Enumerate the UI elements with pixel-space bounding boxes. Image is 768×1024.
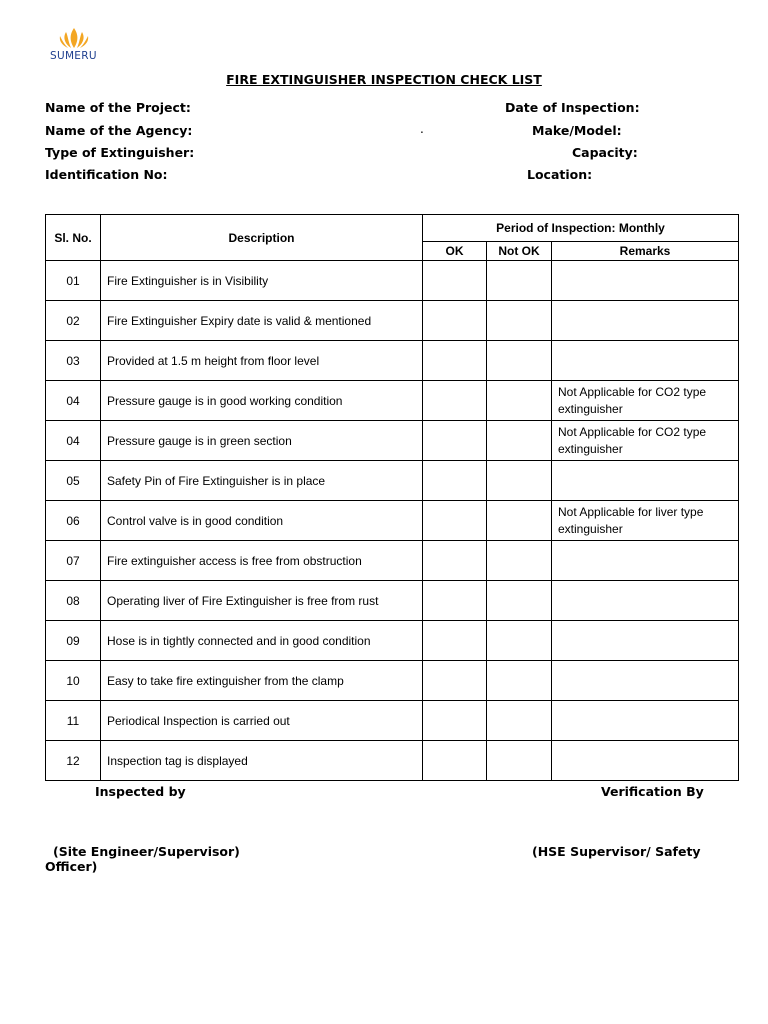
inspected-by-label: Inspected by <box>95 784 186 799</box>
inspector-role: (Site Engineer/Supervisor) <box>53 844 240 859</box>
row-ok-cell[interactable] <box>423 741 487 781</box>
row-ok-cell[interactable] <box>423 701 487 741</box>
row-not-ok-cell[interactable] <box>487 421 552 461</box>
inspection-date-label: Date of Inspection: <box>505 100 640 115</box>
row-sl-no: 07 <box>46 541 101 581</box>
row-ok-cell[interactable] <box>423 301 487 341</box>
row-sl-no: 04 <box>46 421 101 461</box>
row-remarks[interactable] <box>552 541 739 581</box>
row-ok-cell[interactable] <box>423 261 487 301</box>
row-not-ok-cell[interactable] <box>487 461 552 501</box>
document-title: FIRE EXTINGUISHER INSPECTION CHECK LIST <box>226 72 542 87</box>
checklist-rows <box>46 261 739 781</box>
row-sl-no: 08 <box>46 581 101 621</box>
row-not-ok-cell[interactable] <box>487 621 552 661</box>
row-ok-cell[interactable] <box>423 501 487 541</box>
row-not-ok-cell[interactable] <box>487 341 552 381</box>
table-row <box>46 741 739 781</box>
table-row <box>46 301 739 341</box>
table-row <box>46 621 739 661</box>
row-ok-cell[interactable] <box>423 661 487 701</box>
row-remarks[interactable] <box>552 341 739 381</box>
row-ok-cell[interactable] <box>423 421 487 461</box>
row-description: Fire Extinguisher Expiry date is valid & mentioned <box>101 301 423 341</box>
row-ok-cell[interactable] <box>423 541 487 581</box>
table-row <box>46 661 739 701</box>
row-description: Hose is in tightly connected and in good condition <box>101 621 423 661</box>
identification-no-label: Identification No: <box>45 167 168 182</box>
row-not-ok-cell[interactable] <box>487 661 552 701</box>
row-sl-no: 11 <box>46 701 101 741</box>
make-model-label: Make/Model: <box>532 123 622 138</box>
verification-by-label: Verification By <box>601 784 704 799</box>
row-sl-no: 02 <box>46 301 101 341</box>
header-period: Period of Inspection: Monthly <box>423 215 739 242</box>
row-ok-cell[interactable] <box>423 341 487 381</box>
row-remarks[interactable]: Not Applicable for CO2 type extinguisher <box>552 381 739 421</box>
row-not-ok-cell[interactable] <box>487 741 552 781</box>
row-description: Periodical Inspection is carried out <box>101 701 423 741</box>
row-sl-no: 12 <box>46 741 101 781</box>
row-remarks[interactable] <box>552 581 739 621</box>
row-description: Easy to take fire extinguisher from the clamp <box>101 661 423 701</box>
row-ok-cell[interactable] <box>423 461 487 501</box>
row-sl-no: 05 <box>46 461 101 501</box>
row-not-ok-cell[interactable] <box>487 581 552 621</box>
row-remarks[interactable] <box>552 301 739 341</box>
row-remarks[interactable] <box>552 261 739 301</box>
row-sl-no: 04 <box>46 381 101 421</box>
row-ok-cell[interactable] <box>423 621 487 661</box>
capacity-label: Capacity: <box>572 145 638 160</box>
row-description: Provided at 1.5 m height from floor level <box>101 341 423 381</box>
row-sl-no: 03 <box>46 341 101 381</box>
row-description: Fire Extinguisher is in Visibility <box>101 261 423 301</box>
row-description: Inspection tag is displayed <box>101 741 423 781</box>
row-remarks[interactable]: Not Applicable for liver type extinguisher <box>552 501 739 541</box>
row-remarks[interactable] <box>552 621 739 661</box>
row-description: Pressure gauge is in green section <box>101 421 423 461</box>
row-not-ok-cell[interactable] <box>487 501 552 541</box>
table-row <box>46 261 739 301</box>
table-row <box>46 501 739 541</box>
project-name-label: Name of the Project: <box>45 100 191 115</box>
row-not-ok-cell[interactable] <box>487 381 552 421</box>
row-sl-no: 10 <box>46 661 101 701</box>
row-not-ok-cell[interactable] <box>487 301 552 341</box>
logo-text: SUMERU <box>50 50 97 62</box>
agency-name-label: Name of the Agency: <box>45 123 193 138</box>
flame-icon <box>56 26 92 50</box>
row-description: Control valve is in good condition <box>101 501 423 541</box>
table-row <box>46 381 739 421</box>
header-sl-no: Sl. No. <box>46 215 101 261</box>
table-row <box>46 541 739 581</box>
table-row <box>46 341 739 381</box>
row-remarks[interactable] <box>552 661 739 701</box>
company-logo <box>46 26 102 66</box>
agency-dot: . <box>420 122 424 136</box>
header-ok: OK <box>423 242 487 261</box>
row-sl-no: 09 <box>46 621 101 661</box>
row-description: Fire extinguisher access is free from obstruction <box>101 541 423 581</box>
row-not-ok-cell[interactable] <box>487 701 552 741</box>
table-row <box>46 421 739 461</box>
row-not-ok-cell[interactable] <box>487 261 552 301</box>
row-remarks[interactable] <box>552 701 739 741</box>
inspection-checklist-table <box>45 214 739 781</box>
row-not-ok-cell[interactable] <box>487 541 552 581</box>
location-label: Location: <box>527 167 593 182</box>
row-description: Pressure gauge is in good working condition <box>101 381 423 421</box>
row-ok-cell[interactable] <box>423 581 487 621</box>
verifier-role-line1: (HSE Supervisor/ Safety <box>532 844 701 859</box>
row-remarks[interactable]: Not Applicable for CO2 type extinguisher <box>552 421 739 461</box>
row-sl-no: 01 <box>46 261 101 301</box>
row-description: Operating liver of Fire Extinguisher is free from rust <box>101 581 423 621</box>
table-row <box>46 461 739 501</box>
header-description: Description <box>101 215 423 261</box>
header-not-ok: Not OK <box>487 242 552 261</box>
table-row <box>46 701 739 741</box>
verifier-role-line2: Officer) <box>45 859 98 874</box>
row-sl-no: 06 <box>46 501 101 541</box>
row-remarks[interactable] <box>552 461 739 501</box>
header-remarks: Remarks <box>552 242 739 261</box>
row-remarks[interactable] <box>552 741 739 781</box>
table-row <box>46 581 739 621</box>
extinguisher-type-label: Type of Extinguisher: <box>45 145 195 160</box>
row-description: Safety Pin of Fire Extinguisher is in place <box>101 461 423 501</box>
row-ok-cell[interactable] <box>423 381 487 421</box>
